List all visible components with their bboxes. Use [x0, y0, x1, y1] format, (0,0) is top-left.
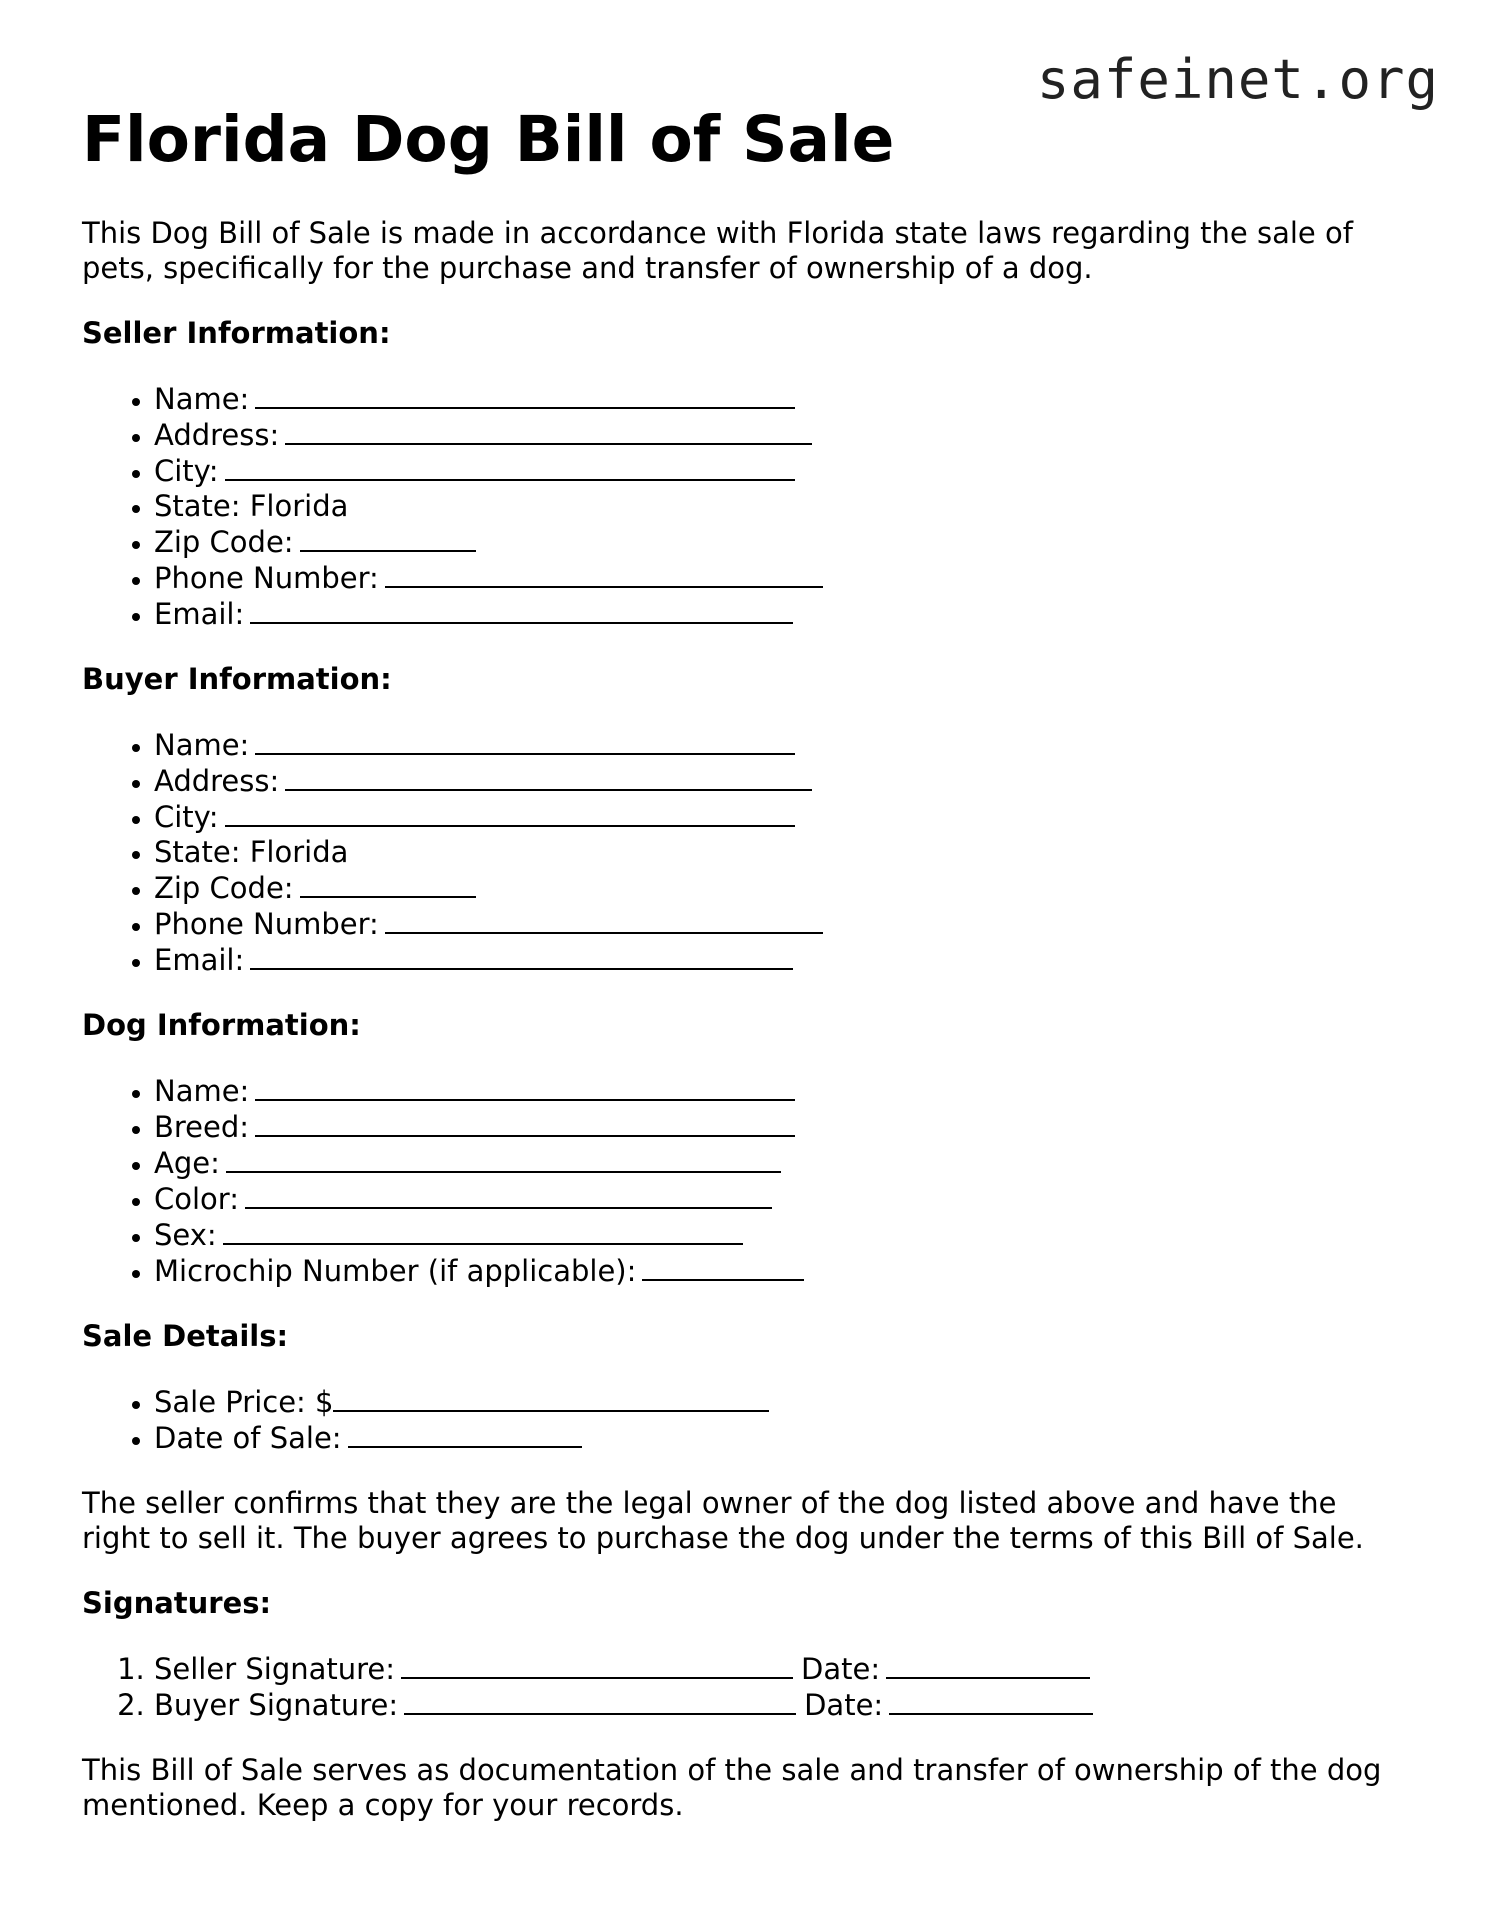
sale-price-field[interactable]	[333, 1384, 769, 1412]
seller-address-label: Address:	[154, 418, 280, 452]
buyer-phone-label: Phone Number:	[154, 907, 379, 941]
watermark: safeinet.org	[1036, 48, 1439, 111]
buyer-phone-field[interactable]	[385, 906, 823, 934]
buyer-date-label: Date:	[804, 1688, 884, 1722]
buyer-zip-item	[154, 870, 1412, 906]
dog-microchip-label: Microchip Number (if applicable):	[154, 1254, 637, 1288]
dog-age-label: Age:	[154, 1146, 220, 1180]
dog-sex-field[interactable]	[223, 1217, 743, 1245]
dog-age-item	[154, 1145, 1412, 1181]
seller-email-item	[154, 596, 1412, 632]
buyer-city-field[interactable]	[225, 799, 795, 827]
buyer-name-item	[154, 727, 1412, 763]
buyer-signature-label: Buyer Signature:	[154, 1688, 399, 1722]
dog-microchip-field[interactable]	[642, 1253, 804, 1281]
buyer-address-item	[154, 763, 1412, 799]
buyer-signature-field[interactable]	[404, 1687, 796, 1715]
dog-age-field[interactable]	[226, 1145, 781, 1173]
buyer-state-item	[154, 835, 1412, 870]
intro-paragraph: This Dog Bill of Sale is made in accordance with Florida state laws regarding the sale of pets, specifically for the purchase and transfer of ownership of a dog.	[82, 216, 1353, 285]
seller-state-item	[154, 489, 1412, 524]
confirmation-paragraph: The seller confirms that they are the legal owner of the dog listed above and have the right to sell it. The buyer agrees to purchase the dog under the terms of this Bill of Sale.	[82, 1486, 1364, 1555]
seller-phone-field[interactable]	[385, 560, 823, 588]
buyer-city-item	[154, 799, 1412, 835]
dog-list	[82, 1073, 1412, 1289]
buyer-email-label: Email:	[154, 943, 245, 977]
signatures-list	[82, 1651, 1412, 1723]
dog-name-item	[154, 1073, 1412, 1109]
buyer-address-label: Address:	[154, 764, 280, 798]
seller-state-text: State: Florida	[154, 489, 349, 523]
buyer-heading: Buyer Information:	[82, 662, 392, 696]
seller-name-label: Name:	[154, 382, 250, 416]
document-body	[82, 102, 1412, 1823]
sale-date-label: Date of Sale:	[154, 1421, 342, 1455]
seller-phone-item	[154, 560, 1412, 596]
dog-breed-field[interactable]	[255, 1109, 795, 1137]
seller-list	[82, 381, 1412, 632]
seller-city-item	[154, 453, 1412, 489]
buyer-zip-label: Zip Code:	[154, 871, 294, 905]
seller-signature-item	[154, 1651, 1412, 1687]
dog-name-label: Name:	[154, 1074, 250, 1108]
buyer-phone-item	[154, 906, 1412, 942]
dog-name-field[interactable]	[255, 1073, 795, 1101]
seller-name-field[interactable]	[255, 381, 795, 409]
signatures-heading: Signatures:	[82, 1586, 272, 1620]
seller-city-field[interactable]	[225, 453, 795, 481]
buyer-signature-item	[154, 1687, 1412, 1723]
dog-sex-item	[154, 1217, 1412, 1253]
closing-paragraph: This Bill of Sale serves as documentation of the sale and transfer of ownership of the dog mentioned. Keep a copy for your records.	[82, 1753, 1382, 1822]
buyer-list	[82, 727, 1412, 978]
dog-microchip-item	[154, 1253, 1412, 1289]
dog-breed-item	[154, 1109, 1412, 1145]
seller-zip-label: Zip Code:	[154, 525, 294, 559]
dog-breed-label: Breed:	[154, 1110, 250, 1144]
seller-name-item	[154, 381, 1412, 417]
buyer-city-label: City:	[154, 800, 219, 834]
seller-heading: Seller Information:	[82, 316, 391, 350]
sale-list	[82, 1384, 1412, 1456]
dog-color-field[interactable]	[245, 1181, 772, 1209]
seller-signature-label: Seller Signature:	[154, 1652, 396, 1686]
page-title: Florida Dog Bill of Sale	[82, 103, 895, 176]
sale-date-item	[154, 1420, 1412, 1456]
seller-address-field[interactable]	[285, 417, 812, 445]
buyer-email-field[interactable]	[250, 942, 793, 970]
dog-sex-label: Sex:	[154, 1218, 217, 1252]
seller-address-item	[154, 417, 1412, 453]
sale-price-label: Sale Price: $	[154, 1385, 334, 1419]
seller-zip-item	[154, 524, 1412, 560]
buyer-name-field[interactable]	[255, 727, 795, 755]
buyer-date-field[interactable]	[889, 1687, 1093, 1715]
seller-city-label: City:	[154, 454, 219, 488]
seller-phone-label: Phone Number:	[154, 561, 379, 595]
seller-date-label: Date:	[801, 1652, 881, 1686]
dog-color-label: Color:	[154, 1182, 239, 1216]
seller-email-field[interactable]	[250, 596, 793, 624]
seller-email-label: Email:	[154, 597, 245, 631]
seller-date-field[interactable]	[886, 1651, 1090, 1679]
buyer-email-item	[154, 942, 1412, 978]
seller-zip-field[interactable]	[300, 524, 476, 552]
sale-date-field[interactable]	[348, 1420, 582, 1448]
buyer-state-text: State: Florida	[154, 835, 349, 869]
buyer-address-field[interactable]	[285, 763, 812, 791]
sale-heading: Sale Details:	[82, 1319, 289, 1353]
dog-color-item	[154, 1181, 1412, 1217]
dog-heading: Dog Information:	[82, 1008, 361, 1042]
buyer-zip-field[interactable]	[300, 870, 476, 898]
buyer-name-label: Name:	[154, 728, 250, 762]
sale-price-item	[154, 1384, 1412, 1420]
seller-signature-field[interactable]	[401, 1651, 793, 1679]
